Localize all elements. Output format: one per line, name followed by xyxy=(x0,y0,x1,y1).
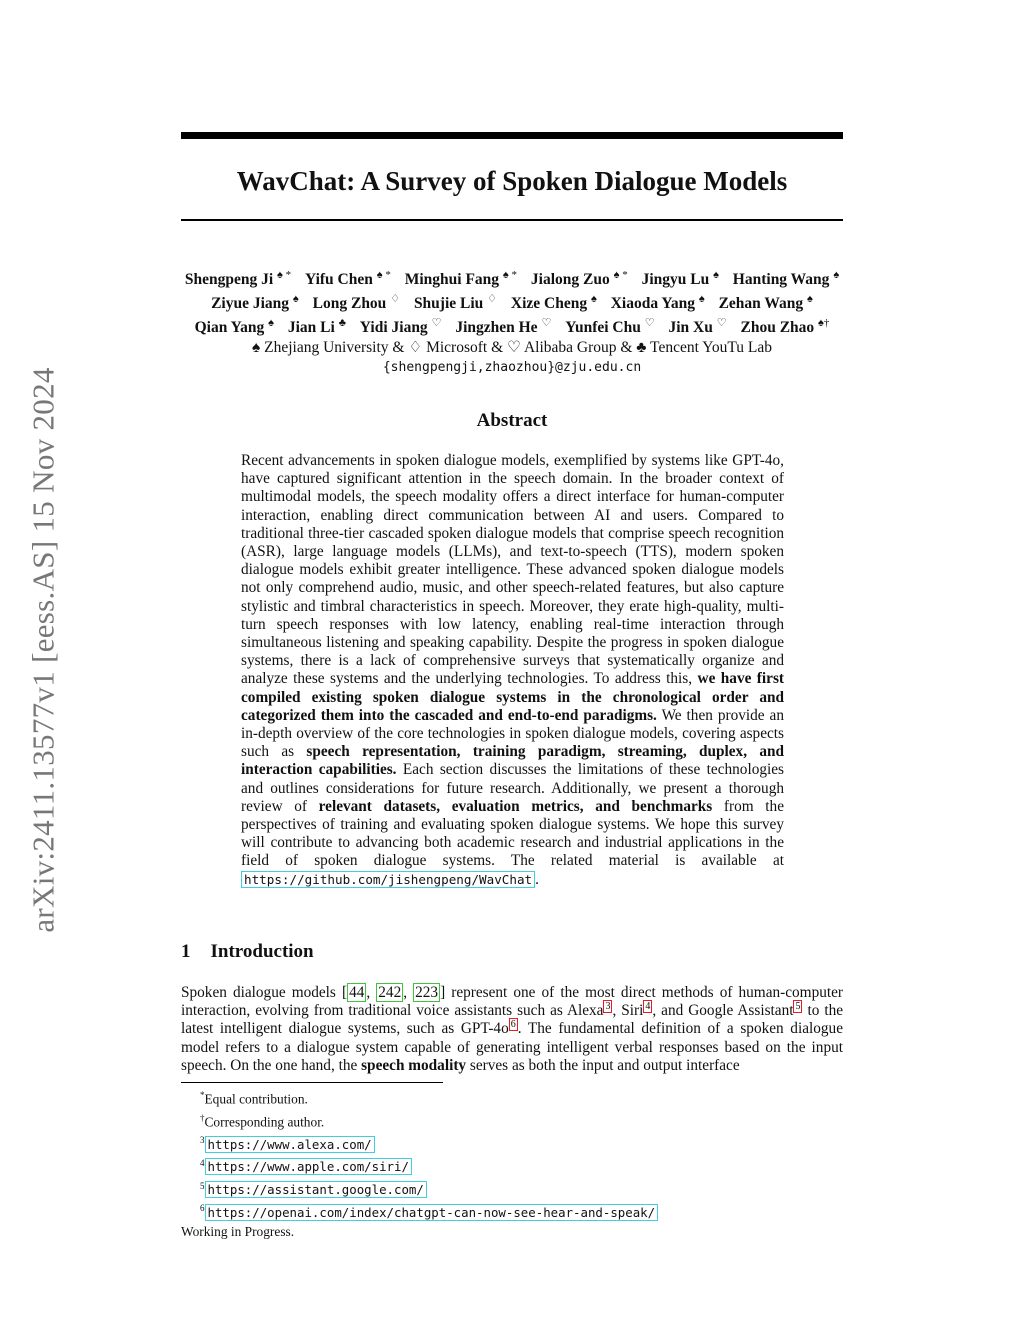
author: Qian Yang ♠ xyxy=(194,316,274,337)
arxiv-stamp-text: arXiv:2411.13577v1 [eess.AS] 15 Nov 2024 xyxy=(26,367,62,933)
contact-email: {shengpengji,zhaozhou}@zju.edu.cn xyxy=(382,359,642,375)
arxiv-stamp xyxy=(18,330,70,970)
footnote-link-alexa[interactable]: https://www.alexa.com/ xyxy=(205,1136,375,1153)
footnote-ref[interactable]: 6 xyxy=(510,1019,516,1031)
footnote: †Corresponding author. xyxy=(200,1112,325,1130)
affiliations: ♠ Zhejiang University & ♢ Microsoft & ♡ Alibaba Group & ♣ Tencent YouTu Lab xyxy=(252,338,772,356)
author-block xyxy=(150,266,874,377)
author: Ziyue Jiang ♠ xyxy=(211,292,299,313)
section-number: 1 xyxy=(181,941,191,962)
citation-link[interactable]: 242 xyxy=(378,984,402,1001)
author-line-2 xyxy=(150,290,874,314)
footnote-rule xyxy=(181,1082,443,1083)
abstract-heading: Abstract xyxy=(476,410,548,431)
title-bottom-rule xyxy=(181,219,843,221)
author: Hanting Wang ♠ xyxy=(732,269,840,289)
author: Yunfei Chu ♡ xyxy=(565,316,655,337)
footnote-link-google-assistant[interactable]: https://assistant.google.com/ xyxy=(205,1181,427,1198)
author: Jian Li ♣ xyxy=(287,316,346,337)
paper-title: WavChat: A Survey of Spoken Dialogue Models xyxy=(236,166,788,196)
footnotes xyxy=(200,1086,840,1222)
footnote-ref[interactable]: 5 xyxy=(795,1001,801,1013)
author: Zehan Wang ♠ xyxy=(718,292,813,313)
footnote-ref[interactable]: 4 xyxy=(645,1001,651,1013)
footnote: $^3$ https://www.alexa.com/ xyxy=(200,1131,840,1154)
author: Shujie Liu ♢ xyxy=(413,292,498,313)
intro-paragraph: Spoken dialogue models [ 44 , 242 , 223 ] represent one of the most direct methods of human-computer interaction, evolving from traditional voice assistants such as Alexa $^3$ , Siri $^4$ , and Google Assistant $^5$ to the latest intelligent dialogue systems, such as GPT-4o $^6$ . The fundamental definition of a spoken dialogue model refers to a dialogue system capable of generating intelligent verbal responses based on the input speech. On the one hand, the speech modality serves as both the input and output interface xyxy=(181,984,844,1074)
github-link[interactable]: https://github.com/jishengpeng/WavChat xyxy=(241,871,535,888)
author: Minghui Fang ♠ * xyxy=(404,269,518,289)
author: Jingzhen He ♡ xyxy=(455,316,552,337)
footnote: *Equal contribution. xyxy=(200,1090,308,1107)
footnote: $^6$ https://openai.com/index/chatgpt-can-now-see-hear-and-speak/ xyxy=(200,1199,840,1222)
section-title: Introduction xyxy=(210,941,314,962)
footnote-ref[interactable]: 3 xyxy=(605,1001,611,1013)
title-top-rule xyxy=(181,132,843,139)
author: Jialong Zuo ♠ * xyxy=(530,269,628,289)
author-line-3 xyxy=(150,314,874,338)
author: Xiaoda Yang ♠ xyxy=(610,292,705,313)
author: Yidi Jiang ♡ xyxy=(359,316,442,337)
author: Zhou Zhao ♠† xyxy=(740,316,830,337)
footnote-link-openai[interactable]: https://openai.com/index/chatgpt-can-now-see-hear-and-speak/ xyxy=(205,1204,659,1221)
author-line-1 xyxy=(150,266,874,290)
author: Yifu Chen ♠ * xyxy=(304,269,391,289)
footer-note: Working in Progress. xyxy=(181,1224,295,1239)
footnote-link-siri[interactable]: https://www.apple.com/siri/ xyxy=(205,1158,412,1175)
footnote: $^5$ https://assistant.google.com/ xyxy=(200,1177,840,1200)
author: Shengpeng Ji ♠ * xyxy=(184,269,292,289)
section-heading xyxy=(181,941,314,963)
author: Jingyu Lu ♠ xyxy=(641,269,719,289)
author: Xize Cheng ♠ xyxy=(510,292,597,313)
author: Long Zhou ♢ xyxy=(312,292,401,313)
footnote: $^4$ https://www.apple.com/siri/ xyxy=(200,1154,840,1177)
abstract-body: Recent advancements in spoken dialogue models, exemplified by systems like GPT-4o, have captured significant attention in the speech domain. In the broader context of multimodal models, the speech modality offers a direct interface for human-computer interaction, enabling direct communication between AI and users. Compared to traditional three-tier cascaded spoken dialogue models that comprise speech recognition (ASR), large language models (LLMs), and text-to-speech (TTS), modern spoken dialogue models exhibit greater intelligence. These advanced spoken dialogue models not only comprehend audio, music, and other speech-related features, but also capture stylistic and timbral characteristics in speech. Moreover, they erate high-quality, multi-turn speech responses with low latency, enabling real-time interaction through simultaneous listening and speaking capability. Despite the progress in spoken dialogue systems, there is a lack of comprehensive surveys that systematically organize and analyze these systems and the underlying technologies. To address this, we have first compiled existing spoken dialogue systems in the chronological order and categorized them into the cascaded and end-to-end paradigms. We then provide an in-depth overview of the core technologies in spoken dialogue models, covering aspects such as speech representation, training paradigm, streaming, duplex, and interaction capabilities. Each section discusses the limitations of these technologies and outlines considerations for future research. Additionally, we present a thorough review of relevant datasets, evaluation metrics, and benchmarks from the perspectives of training and evaluating spoken dialogue systems. We hope this survey will contribute to advancing both academic research and industrial applications in the field of spoken dialogue systems. The related material is available at https://github.com/jishengpeng/WavChat . xyxy=(241,452,785,888)
citation-link[interactable]: 44 xyxy=(349,984,365,1001)
author: Jin Xu ♡ xyxy=(668,316,727,337)
citation-link[interactable]: 223 xyxy=(415,984,439,1001)
